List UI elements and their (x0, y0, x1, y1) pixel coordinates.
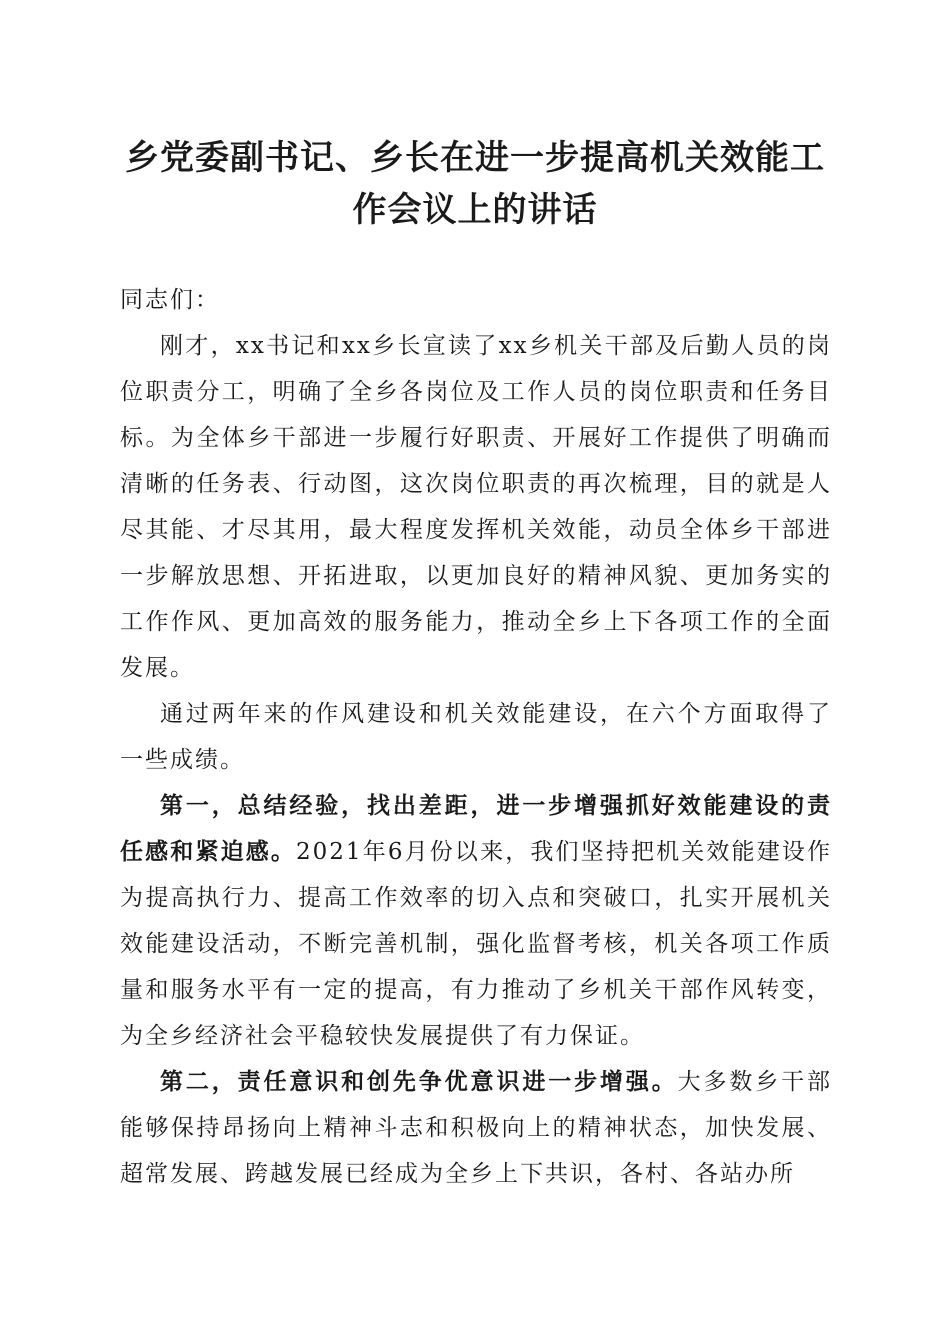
document-body (120, 277, 832, 1197)
paragraph-4-lead: 第二，责任意识和创先争优意识进一步增强。 (160, 1068, 678, 1095)
paragraph-3-text: 2021年6月份以来，我们坚持把机关效能建设作为提高执行力、提高工作效率的切入点和突破口，扎实开展机关效能建设活动，不断完善机制，强化监督考核，机关各项工作质量和服务水平有一定的提高，有力推动了乡机关干部作风转变，为全乡经济社会平稳较快发展提供了有力保证。 (120, 839, 832, 1049)
salutation: 同志们： (120, 287, 220, 313)
document-title: 乡党委副书记、乡长在进一步提高机关效能工作会议上的讲话 (125, 138, 825, 230)
paragraph-2 (120, 691, 832, 783)
paragraph-3-lead: 第一，总结经验，找出差距，进一步增强抓好效能建设的责任感和紧迫感。 (120, 792, 832, 865)
paragraph-4-text: 大多数乡干部能够保持昂扬向上精神斗志和积极向上的精神状态，加快发展、超常发展、跨越发展已经成为全乡上下共识，各村、各站办所 (120, 1069, 833, 1187)
paragraph-1 (120, 323, 832, 691)
paragraph-3 (120, 783, 832, 1059)
paragraph-1-text: 刚才，xx书记和xx乡长宣读了xx乡机关干部及后勤人员的岗位职责分工，明确了全乡各岗位及工作人员的岗位职责和任务目标。为全体乡干部进一步履行好职责、开展好工作提供了明确而清晰的任务表、行动图，这次岗位职责的再次梳理，目的就是人尽其能、才尽其用，最大程度发挥机关效能，动员全体乡干部进一步解放思想、开拓进取，以更加良好的精神风貌、更加务实的工作作风、更加高效的服务能力，推动全乡上下各项工作的全面发展。 (120, 333, 832, 681)
paragraph-2-text: 通过两年来的作风建设和机关效能建设，在六个方面取得了一些成绩。 (120, 701, 832, 773)
paragraph-4 (120, 1059, 832, 1197)
